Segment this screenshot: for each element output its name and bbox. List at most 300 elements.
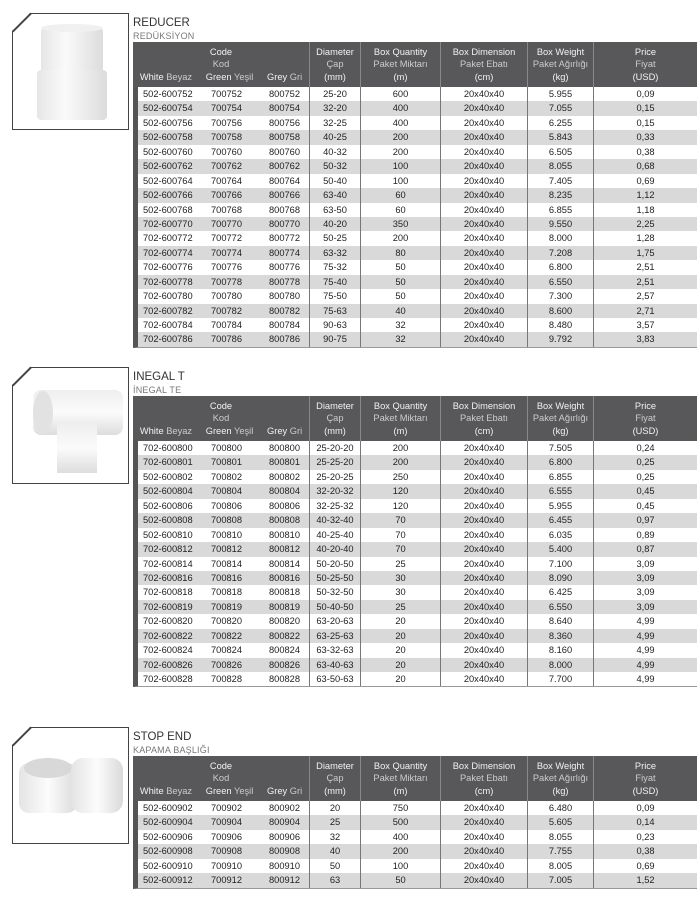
cell-diameter: 40-20-40 [310, 542, 361, 556]
cell-box-weight: 6.505 [528, 145, 594, 159]
header-code-label: Code [209, 400, 233, 411]
cell-box-quantity: 25 [361, 557, 441, 571]
cell-code-white: 502-600768 [143, 204, 193, 215]
cell-code-white: 702-600778 [143, 276, 193, 287]
cell-box-dimension: 20x40x40 [441, 275, 528, 289]
header-white-tr: Beyaz [166, 425, 193, 436]
cell-code-green: 700760 [210, 146, 243, 157]
cell-diameter: 40 [310, 844, 361, 858]
table-row [138, 455, 697, 469]
table-row [138, 815, 697, 829]
cell-code-green: 700912 [210, 875, 243, 886]
cell-price: 0,89 [636, 529, 655, 540]
cell-diameter: 32 [310, 830, 361, 844]
header-price [594, 396, 697, 441]
cell-box-dimension: 20x40x40 [441, 859, 528, 873]
cell-code-green: 700770 [210, 218, 243, 229]
cell-code-grey: 800782 [260, 304, 310, 318]
header-box-dimension-unit: (cm) [474, 785, 494, 796]
table-row [138, 571, 697, 585]
table-body [133, 801, 697, 889]
cell-code-green: 700816 [210, 572, 243, 583]
cell-diameter: 63-40-63 [310, 658, 361, 672]
cell-diameter: 63-50-63 [310, 672, 361, 686]
cell-box-quantity: 500 [361, 815, 441, 829]
cell-code-green: 700820 [210, 616, 243, 627]
cell-diameter: 50-32-50 [310, 585, 361, 599]
cell-price: 1,12 [636, 190, 655, 201]
cell-diameter: 32-25 [310, 116, 361, 130]
table-row [138, 203, 697, 217]
cell-box-weight: 6.550 [528, 275, 594, 289]
cell-diameter: 90-75 [310, 332, 361, 346]
cell-box-weight: 6.550 [528, 600, 594, 614]
cell-box-quantity: 350 [361, 217, 441, 231]
cell-code-white: 502-600754 [143, 103, 193, 114]
cell-price: 3,83 [636, 334, 655, 345]
cell-price: 3,09 [636, 558, 655, 569]
cell-code-grey: 800906 [260, 830, 310, 844]
cell-price: 0,38 [636, 146, 655, 157]
cell-diameter: 25-20 [310, 87, 361, 101]
table-row [138, 614, 697, 628]
table-row [138, 801, 697, 815]
cell-code-white: 502-600762 [143, 161, 193, 172]
cell-price: 0,97 [636, 515, 655, 526]
cell-box-dimension: 20x40x40 [441, 528, 528, 542]
cell-box-weight: 7.300 [528, 289, 594, 303]
cell-code-white: 502-600910 [143, 860, 193, 871]
cell-price: 0,25 [636, 471, 655, 482]
cell-diameter: 50-40-50 [310, 600, 361, 614]
cell-box-quantity: 20 [361, 614, 441, 628]
cell-code-green: 700764 [210, 175, 243, 186]
cell-box-dimension: 20x40x40 [441, 332, 528, 346]
header-box-quantity-label: Box Quantity [373, 400, 428, 411]
cell-code-green: 700826 [210, 659, 243, 670]
table-row [138, 159, 697, 173]
cell-code-white: 702-600812 [143, 544, 193, 555]
header-diameter-unit: (mm) [324, 425, 346, 436]
cell-code-grey: 800814 [260, 557, 310, 571]
cell-box-dimension: 20x40x40 [441, 101, 528, 115]
table-row [138, 499, 697, 513]
cell-diameter: 32-25-32 [310, 499, 361, 513]
header-box-quantity [361, 756, 441, 801]
product-subtitle: İNEGAL TE [133, 385, 182, 395]
cell-box-dimension: 20x40x40 [441, 188, 528, 202]
cell-price: 2,51 [636, 276, 655, 287]
cell-code-white: 502-600802 [143, 471, 193, 482]
cell-code-green: 700768 [210, 204, 243, 215]
cell-box-weight: 6.800 [528, 260, 594, 274]
header-white: White [139, 71, 164, 82]
cell-price: 1,52 [636, 875, 655, 886]
cell-box-dimension: 20x40x40 [441, 318, 528, 332]
cell-code-white: 702-600782 [143, 305, 193, 316]
cell-price: 0,25 [636, 457, 655, 468]
cell-box-quantity: 200 [361, 231, 441, 245]
header-price-tr: Fiyat [635, 773, 656, 784]
cell-box-dimension: 20x40x40 [441, 441, 528, 455]
header-grey: Grey [267, 425, 288, 436]
cell-price: 2,71 [636, 305, 655, 316]
cell-price: 2,51 [636, 262, 655, 273]
header-diameter [310, 756, 361, 801]
cell-diameter: 50-25 [310, 231, 361, 245]
cell-diameter: 25 [310, 815, 361, 829]
cell-code-grey: 800776 [260, 260, 310, 274]
header-green: Green [205, 785, 232, 796]
cell-box-quantity: 80 [361, 246, 441, 260]
cell-diameter: 50-20-50 [310, 557, 361, 571]
cell-code-white: 502-600752 [143, 89, 193, 99]
header-box-weight-label: Box Weight [536, 760, 585, 771]
cell-code-green: 700758 [210, 132, 243, 143]
cell-code-green: 700801 [210, 457, 243, 468]
header-price-label: Price [634, 400, 657, 411]
cell-code-white: 702-600828 [143, 674, 193, 684]
header-box-quantity-tr: Paket Miktarı [373, 413, 428, 424]
header-diameter-unit: (mm) [324, 785, 346, 796]
cell-box-dimension: 20x40x40 [441, 600, 528, 614]
cell-code-grey: 800762 [260, 159, 310, 173]
table-row [138, 260, 697, 274]
header-green-tr: Yeşil [234, 71, 254, 82]
cell-box-dimension: 20x40x40 [441, 145, 528, 159]
cell-code-grey: 800754 [260, 101, 310, 115]
cell-price: 0,45 [636, 486, 655, 497]
cell-code-white: 502-600766 [143, 190, 193, 201]
header-box-dimension-label: Box Dimension [452, 400, 516, 411]
header-white: White [139, 785, 164, 796]
header-price-unit: (USD) [632, 785, 659, 796]
cell-code-grey: 800904 [260, 815, 310, 829]
header-box-dimension-unit: (cm) [474, 425, 494, 436]
table-row [138, 101, 697, 115]
table-row [138, 542, 697, 556]
header-box-weight-tr: Paket Ağırlığı [532, 413, 589, 424]
header-diameter-label: Diameter [316, 760, 354, 771]
table-row [138, 513, 697, 527]
header-box-quantity-tr: Paket Miktarı [373, 773, 428, 784]
cell-code-green: 700776 [210, 262, 243, 273]
cell-box-dimension: 20x40x40 [441, 571, 528, 585]
header-price-label: Price [634, 46, 657, 57]
product-image [12, 367, 129, 484]
cell-box-dimension: 20x40x40 [441, 470, 528, 484]
cell-price: 1,75 [636, 247, 655, 258]
cell-box-weight: 8.640 [528, 614, 594, 628]
cell-code-white: 502-600810 [143, 529, 193, 540]
cell-box-quantity: 20 [361, 629, 441, 643]
cell-code-grey: 800772 [260, 231, 310, 245]
table-row [138, 304, 697, 318]
cell-code-white: 702-600772 [143, 233, 193, 244]
cell-code-grey: 800826 [260, 658, 310, 672]
cell-code-grey: 800902 [260, 801, 310, 815]
header-box-dimension [441, 42, 528, 87]
table-body [133, 87, 697, 348]
cell-code-white: 702-600780 [143, 291, 193, 302]
cell-price: 4,99 [636, 645, 655, 656]
header-box-quantity [361, 42, 441, 87]
cell-box-dimension: 20x40x40 [441, 513, 528, 527]
cell-box-weight: 6.455 [528, 513, 594, 527]
header-green-tr: Yeşil [234, 425, 254, 436]
cell-box-quantity: 32 [361, 332, 441, 346]
cell-code-grey: 800764 [260, 174, 310, 188]
cell-diameter: 75-63 [310, 304, 361, 318]
cell-box-weight: 6.555 [528, 484, 594, 498]
cell-box-quantity: 400 [361, 116, 441, 130]
cell-code-white: 502-600806 [143, 500, 193, 511]
header-box-dimension-unit: (cm) [474, 71, 494, 82]
header-grey: Grey [267, 785, 288, 796]
cell-box-dimension: 20x40x40 [441, 289, 528, 303]
table-row [138, 873, 697, 887]
cell-box-dimension: 20x40x40 [441, 672, 528, 686]
header-box-quantity-tr: Paket Miktarı [373, 59, 428, 70]
cell-box-dimension: 20x40x40 [441, 260, 528, 274]
cell-diameter: 25-25-20 [310, 455, 361, 469]
cell-diameter: 63-32 [310, 246, 361, 260]
cell-code-white: 502-600908 [143, 846, 193, 857]
header-box-weight-label: Box Weight [536, 400, 585, 411]
cell-code-green: 700782 [210, 305, 243, 316]
table-row [138, 658, 697, 672]
table-row [138, 246, 697, 260]
cell-code-grey: 800804 [260, 484, 310, 498]
cell-code-grey: 800816 [260, 571, 310, 585]
table-row [138, 844, 697, 858]
cell-code-grey: 800766 [260, 188, 310, 202]
cell-box-quantity: 50 [361, 260, 441, 274]
cell-price: 2,57 [636, 291, 655, 302]
cell-box-weight: 7.505 [528, 441, 594, 455]
cell-box-dimension: 20x40x40 [441, 130, 528, 144]
cell-code-white: 702-600800 [143, 443, 193, 453]
cell-code-grey: 800780 [260, 289, 310, 303]
header-code-label-tr: Kod [212, 59, 230, 70]
header-price [594, 756, 697, 801]
cell-code-green: 700752 [210, 89, 243, 99]
cell-diameter: 40-20 [310, 217, 361, 231]
cell-diameter: 50-25-50 [310, 571, 361, 585]
header-code-label-tr: Kod [212, 773, 230, 784]
cell-box-quantity: 32 [361, 318, 441, 332]
header-diameter [310, 396, 361, 441]
cell-code-white: 502-600756 [143, 117, 193, 128]
cell-diameter: 75-32 [310, 260, 361, 274]
cell-diameter: 50-32 [310, 159, 361, 173]
cell-code-grey: 800786 [260, 332, 310, 346]
cell-code-green: 700908 [210, 846, 243, 857]
cell-box-quantity: 60 [361, 188, 441, 202]
cell-box-quantity: 30 [361, 571, 441, 585]
table-row [138, 275, 697, 289]
product-table [133, 396, 697, 687]
cell-box-dimension: 20x40x40 [441, 658, 528, 672]
table-row [138, 484, 697, 498]
table-row [138, 441, 697, 455]
cell-box-dimension: 20x40x40 [441, 873, 528, 887]
cell-code-green: 700774 [210, 247, 243, 258]
cell-price: 1,18 [636, 204, 655, 215]
cell-box-weight: 5.605 [528, 815, 594, 829]
cell-box-weight: 6.855 [528, 203, 594, 217]
cell-box-dimension: 20x40x40 [441, 557, 528, 571]
header-box-weight [528, 756, 594, 801]
cell-diameter: 63-32-63 [310, 643, 361, 657]
cell-box-dimension: 20x40x40 [441, 159, 528, 173]
table-row [138, 528, 697, 542]
cell-code-grey: 800760 [260, 145, 310, 159]
cell-price: 0,45 [636, 500, 655, 511]
cell-diameter: 20 [310, 801, 361, 815]
cell-code-white: 502-600760 [143, 146, 193, 157]
cell-box-weight: 8.005 [528, 859, 594, 873]
table-header [133, 756, 697, 801]
cell-box-dimension: 20x40x40 [441, 116, 528, 130]
cell-price: 0,15 [636, 117, 655, 128]
cell-box-quantity: 200 [361, 145, 441, 159]
cell-box-dimension: 20x40x40 [441, 801, 528, 815]
cell-code-white: 502-600758 [143, 132, 193, 143]
header-box-dimension-tr: Paket Ebatı [459, 773, 509, 784]
cell-box-quantity: 60 [361, 203, 441, 217]
cell-code-green: 700778 [210, 276, 243, 287]
header-box-quantity-unit: (m) [393, 425, 408, 436]
table-row [138, 830, 697, 844]
cell-code-green: 700906 [210, 831, 243, 842]
cell-price: 3,09 [636, 572, 655, 583]
cell-box-weight: 6.425 [528, 585, 594, 599]
cell-box-weight: 8.055 [528, 830, 594, 844]
cell-code-white: 502-600904 [143, 817, 193, 828]
cell-box-quantity: 20 [361, 643, 441, 657]
cell-box-weight: 7.208 [528, 246, 594, 260]
cell-code-grey: 800806 [260, 499, 310, 513]
header-price-tr: Fiyat [635, 413, 656, 424]
cell-box-quantity: 50 [361, 289, 441, 303]
cell-box-quantity: 600 [361, 87, 441, 101]
cell-code-white: 702-600826 [143, 659, 193, 670]
header-box-weight-tr: Paket Ağırlığı [532, 59, 589, 70]
cell-box-dimension: 20x40x40 [441, 231, 528, 245]
header-price-unit: (USD) [632, 425, 659, 436]
cell-code-grey: 800908 [260, 844, 310, 858]
table-row [138, 318, 697, 332]
table-row [138, 585, 697, 599]
cell-box-weight: 8.000 [528, 231, 594, 245]
cell-diameter: 40-32 [310, 145, 361, 159]
cell-box-quantity: 120 [361, 499, 441, 513]
table-row [138, 188, 697, 202]
cell-code-grey: 800828 [260, 672, 310, 686]
cell-code-grey: 800758 [260, 130, 310, 144]
cell-box-dimension: 20x40x40 [441, 629, 528, 643]
cell-diameter: 32-20-32 [310, 484, 361, 498]
product-subtitle: REDÜKSİYON [133, 31, 195, 41]
cell-box-dimension: 20x40x40 [441, 815, 528, 829]
cell-code-grey: 800810 [260, 528, 310, 542]
cell-code-grey: 800824 [260, 643, 310, 657]
header-box-weight-label: Box Weight [536, 46, 585, 57]
cell-box-weight: 8.600 [528, 304, 594, 318]
cell-box-weight: 8.480 [528, 318, 594, 332]
cell-code-white: 702-600814 [143, 558, 193, 569]
header-box-quantity-unit: (m) [393, 71, 408, 82]
cell-box-dimension: 20x40x40 [441, 174, 528, 188]
cell-box-dimension: 20x40x40 [441, 484, 528, 498]
table-row [138, 116, 697, 130]
cell-price: 2,25 [636, 218, 655, 229]
table-row [138, 87, 697, 101]
cell-box-quantity: 50 [361, 275, 441, 289]
header-box-dimension [441, 756, 528, 801]
table-row [138, 332, 697, 346]
cell-box-dimension: 20x40x40 [441, 614, 528, 628]
header-green: Green [205, 425, 232, 436]
cell-box-quantity: 120 [361, 484, 441, 498]
cell-code-green: 700822 [210, 630, 243, 641]
cell-box-quantity: 200 [361, 130, 441, 144]
product-image [12, 727, 129, 844]
cell-price: 4,99 [636, 674, 655, 684]
table-row [138, 174, 697, 188]
cell-box-quantity: 100 [361, 159, 441, 173]
header-code [133, 756, 310, 801]
cell-price: 3,57 [636, 320, 655, 330]
cell-box-weight: 8.160 [528, 643, 594, 657]
cell-box-dimension: 20x40x40 [441, 499, 528, 513]
cell-code-grey: 800756 [260, 116, 310, 130]
cell-price: 0,68 [636, 161, 655, 172]
product-subtitle: KAPAMA BAŞLIĞI [133, 745, 210, 755]
table-body [133, 441, 697, 687]
cell-code-green: 700904 [210, 817, 243, 828]
header-box-weight-tr: Paket Ağırlığı [532, 773, 589, 784]
cell-code-grey: 800770 [260, 217, 310, 231]
cell-diameter: 40-32-40 [310, 513, 361, 527]
cell-box-quantity: 250 [361, 470, 441, 484]
cell-box-dimension: 20x40x40 [441, 830, 528, 844]
header-diameter-unit: (mm) [324, 71, 346, 82]
cell-box-quantity: 200 [361, 441, 441, 455]
cell-box-dimension: 20x40x40 [441, 844, 528, 858]
cell-box-weight: 8.360 [528, 629, 594, 643]
cell-box-weight: 5.955 [528, 87, 594, 101]
cell-code-grey: 800818 [260, 585, 310, 599]
cell-price: 0,24 [636, 443, 655, 453]
cell-code-green: 700786 [210, 334, 243, 345]
cell-code-green: 700784 [210, 320, 243, 330]
cell-code-grey: 800808 [260, 513, 310, 527]
header-white-tr: Beyaz [166, 71, 193, 82]
header-price-tr: Fiyat [635, 59, 656, 70]
cell-price: 4,99 [636, 659, 655, 670]
header-box-dimension-label: Box Dimension [452, 760, 516, 771]
header-code-label: Code [209, 760, 233, 771]
cell-box-quantity: 40 [361, 304, 441, 318]
cell-code-green: 700819 [210, 601, 243, 612]
cell-code-grey: 800802 [260, 470, 310, 484]
cell-code-grey: 800778 [260, 275, 310, 289]
cell-code-green: 700780 [210, 291, 243, 302]
cell-code-grey: 800910 [260, 859, 310, 873]
table-row [138, 217, 697, 231]
